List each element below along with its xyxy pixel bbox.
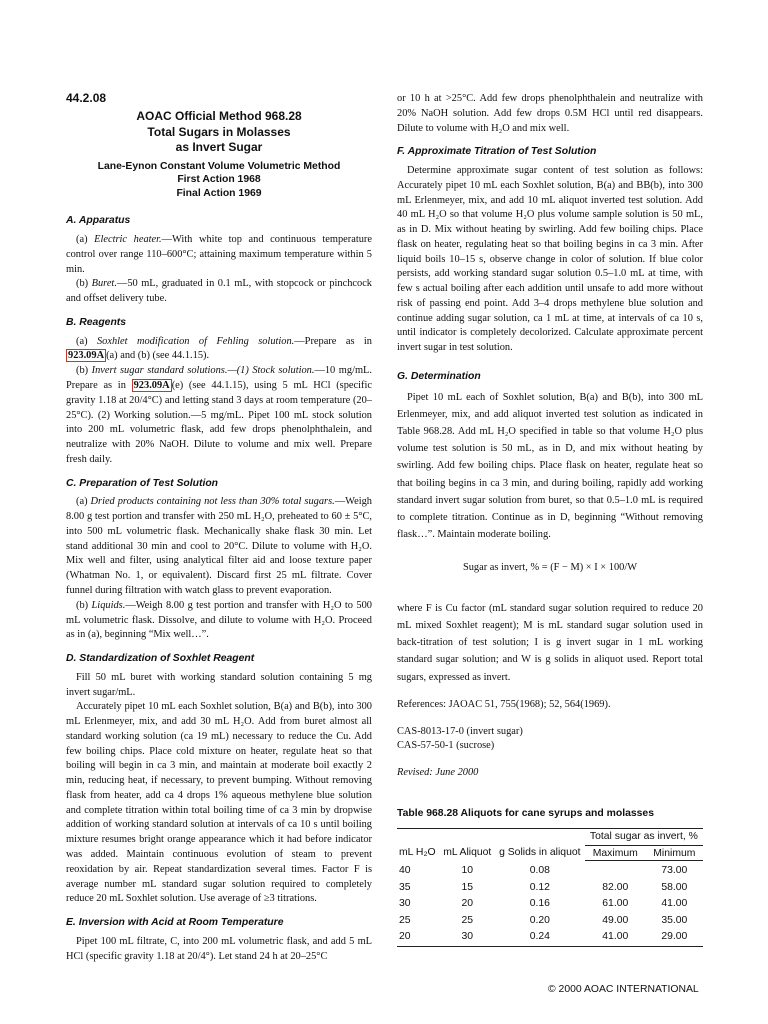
table-cell: 29.00 [661,931,688,943]
title-line: Total Sugars in Molasses [147,124,291,139]
table-cell: 30 [399,898,411,910]
table-cell: 0.20 [529,914,550,926]
table-row [397,929,703,946]
copyright-footer: © 2000 AOAC INTERNATIONAL [548,984,699,995]
table-cell: 30 [461,931,474,943]
method-subtitle: Lane-Eynon Constant Volume Volumetric Method [97,160,341,172]
col-ml-aliquot: mL Aliquot [443,847,492,859]
inversion-p1-continued: or 10 h at >25°C. Add few drops phenolphthalein and neutralize with 20% NaOH solution. Add few drops 0.5M HCl until red disappears. Dilute to volume with H₂O and mix well. [397,93,703,134]
first-action: First Action 1968 [177,174,261,186]
method-title [66,109,372,156]
table-cell: 20 [461,898,474,910]
title-line: AOAC Official Method 968.28 [136,109,302,124]
table-cell: 20 [399,931,411,943]
table-row [397,861,703,880]
heading-reagents: B. Reagents [66,316,127,328]
col-maximum: Maximum [585,845,646,861]
standardization-p2: Accurately pipet 10 mL each Soxhlet solution, B(a) and B(b), into 300 mL Erlenmeyer, mix, and add 30 mL H₂O. Add from buret almost all standard working solution (ca 19 mL) necessary to reduce the Cu. Add few boiling chips. Place cold mixture on heater, regulate heat so that boiling will begin in ca 3 min, and maintain at moderate boil exactly 2 min, reducing heat, if necessary, to prevent bumping. Without removing flask from heater, add ca 4 drops 1% aqueous methylene blue solution and complete titration within total boiling time of ca 3 min by dropwise addition of working standard solution at intervals of ca 10 s until boiling mixture resumes bright orange appearance which it had before indicator was added. Maintain continuous evolution of steam to prevent reoxidation by air. Repeat standardization several times. Factor F is average number mL standard sugar solution required to completely reduce 20 mL Soxhlet solution. Use average of ≥3 titrations. [66,701,372,905]
table-cell: 25 [461,914,474,926]
table-row [397,913,703,929]
heading-determination: G. Determination [397,371,481,383]
inversion-p1: Pipet 100 mL filtrate, C, into 200 mL volumetric flask, and add 5 mL HCl (specific gravity 1.18 at 20/4°). Let stand 24 h at 20–25°C [66,935,372,962]
table-cell: 58.00 [661,881,688,893]
formula: Sugar as invert, % = (F − M) × I × 100/W [462,562,638,574]
table-cell: 10 [461,865,474,877]
apparatus-b: (b) Buret.—50 mL, graduated in 0.1 mL, with stopcock or pinchcock and offset delivery tube. [66,278,373,305]
standardization-p1: Fill 50 mL buret with working standard solution containing 5 mg invert sugar/mL. [66,671,372,698]
table-cell: 49.00 [602,914,629,926]
apparatus-a: (a) Electric heater.—With white top and continuous temperature control over range 110–600°C; attaining maximum temperature within 5 min. [66,234,372,275]
determination-p2: where F is Cu factor (mL standard sugar solution required to reduce 20 mL mixed Soxhlet reagent); M is mL standard sugar solution used in back-titration of test solution; I is g invert sugar in 1 mL working standard sugar solution; and W is g solids in aliquot used. Report total sugars, expressed as invert. [397,602,703,683]
table-cell: 73.00 [661,865,688,877]
determination-p1: Pipet 10 mL each of Soxhlet solution, B(a) and B(b), into 300 mL Erlenmeyer, mix, and add aliquot inverted test solution as indicated in Table 968.28. Add mL H₂O specified in table so that volume H₂O plus volume test solution is 50 mL, as in D, and mix without heating by swirling. Add few boiling chips. Place flask on heater, regulate heat so that boiling begins in ca 3 min, and during boiling, rapidly add working standard invert sugar solution from buret, so that 0.5–1.0 mL is required to complete titration. Continue as in D, beginning “Without removing flask…”. Maintain moderate boiling. [397,391,703,541]
heading-standardization: D. Standardization of Soxhlet Reagent [66,653,255,665]
col-minimum: Minimum [646,845,703,861]
approx-p1: Determine approximate sugar content of test solution as follows: Accurately pipet 10 mL each Soxhlet solution, B(a) and BB(b), into 300 mL Erlenmeyer, mix, and add 10 mL aliquot inverted test solution. Add 40 mL H₂O so that volume H₂O plus volume sample solution is 50 mL, as in D. Mix without heating by swirling. Add few boiling chips. Place flask on heater, regulating heat so that boiling begins in ca 3 min. After liquid boils 10–15 s, observe change in color of solution. If blue color persists, add working standard sugar solution 0.5–1.0 mL at time, with few s actual boiling after each addition until unsafe to add more without risk of passing end point. Add 3–4 drops methylene blue solution and continue adding sugar solution, ca 1 mL at time, at intervals of ca 10 s, until indicator is completely decolorized. Calculate approximate percent invert sugar in test solution. [397,165,703,354]
table-cell [585,861,646,880]
col-total-sugar-group: Total sugar as invert, % [585,828,703,845]
reference-link-923-09a[interactable]: 923.09A [68,350,105,362]
final-action: Final Action 1969 [176,187,262,199]
heading-approximate-titration: F. Approximate Titration of Test Solution [397,146,597,158]
heading-inversion: E. Inversion with Acid at Room Temperature [66,917,284,929]
table-cell: 41.00 [661,898,688,910]
table-title: Table 968.28 Aliquots for cane syrups and molasses [397,807,654,819]
heading-apparatus: A. Apparatus [66,215,131,227]
table-cell: 0.12 [529,881,550,893]
table-cell: 0.16 [529,898,550,910]
heading-preparation: C. Preparation of Test Solution [66,477,219,489]
col-ml-h2o: mL H₂O [399,847,436,859]
reference-link-923-09a[interactable]: 923.09A [133,380,170,392]
table-cell: 0.24 [529,931,550,943]
table-cell: 41.00 [602,931,629,943]
table-cell: 40 [399,865,411,877]
table-row [397,896,703,912]
cas-sucrose: CAS-57-50-1 (sucrose) [397,740,495,752]
reagents-a: (a) Soxhlet modification of Fehling solution.—Prepare as in 923.09A (a) and (b) (see 44.1.15). [68,335,372,362]
right-column [397,92,703,947]
revised-date: Revised: June 2000 [397,767,479,779]
references: References: JAOAC 51, 755(1968); 52, 564(1969). [397,698,611,710]
section-number: 44.2.08 [66,91,107,105]
table-cell: 82.00 [602,881,629,893]
cas-invert-sugar: CAS-8013-17-0 (invert sugar) [397,725,523,737]
prep-b: (b) Liquids.—Weigh 8.00 g test portion and transfer with H₂O to 500 mL volumetric flask. Dissolve, and dilute to volume with H₂O. Proceed as in (a), beginning “Mix well…”. [66,599,372,641]
prep-a: (a) Dried products containing not less than 30% total sugars.—Weigh 8.00 g test portion and transfer with 250 mL H₂O, preheated to 60 ± 5°C, into 500 mL volumetric flask. Mechanically shake flask 30 min. Let stand additional 30 min and cool to 20°C. Dilute to volume with H₂O. Mix well and filter, using analytical filter aid and loose texture paper (Whatman No. 1, or equivalent). Discard first 25 mL filtrate. Cover funnel during filtration with watch glass to prevent evaporation. [66,496,372,596]
table-cell: 0.08 [529,865,550,877]
title-line: as Invert Sugar [175,140,263,155]
aliquot-table [397,828,703,947]
reagents-b: (b) Invert sugar standard solutions.—(1) Stock solution.—10 mg/mL. Prepare as in 923.09A (e) (see 44.1.15), using 5 mL HCl (specific gravity 1.18 at 20/4°C) and letting stand 3 days at room temperature (20–25°C). (2) Working solution.—5 mg/mL. Pipet 100 mL stock solution into 200 mL volumetric flask, add few drops phenolphthalein, and neutralize with 20% NaOH. Dilute to volume and mix well. Prepare fresh daily. [66,365,372,465]
left-column [66,90,372,964]
table-cell: 35 [399,881,411,893]
table-row [397,880,703,896]
table-cell: 61.00 [602,898,629,910]
col-g-solids: g Solids in aliquot [499,847,581,859]
table-cell: 25 [399,914,411,926]
table-body [397,861,703,946]
table-cell: 35.00 [661,914,688,926]
table-cell: 15 [461,881,474,893]
